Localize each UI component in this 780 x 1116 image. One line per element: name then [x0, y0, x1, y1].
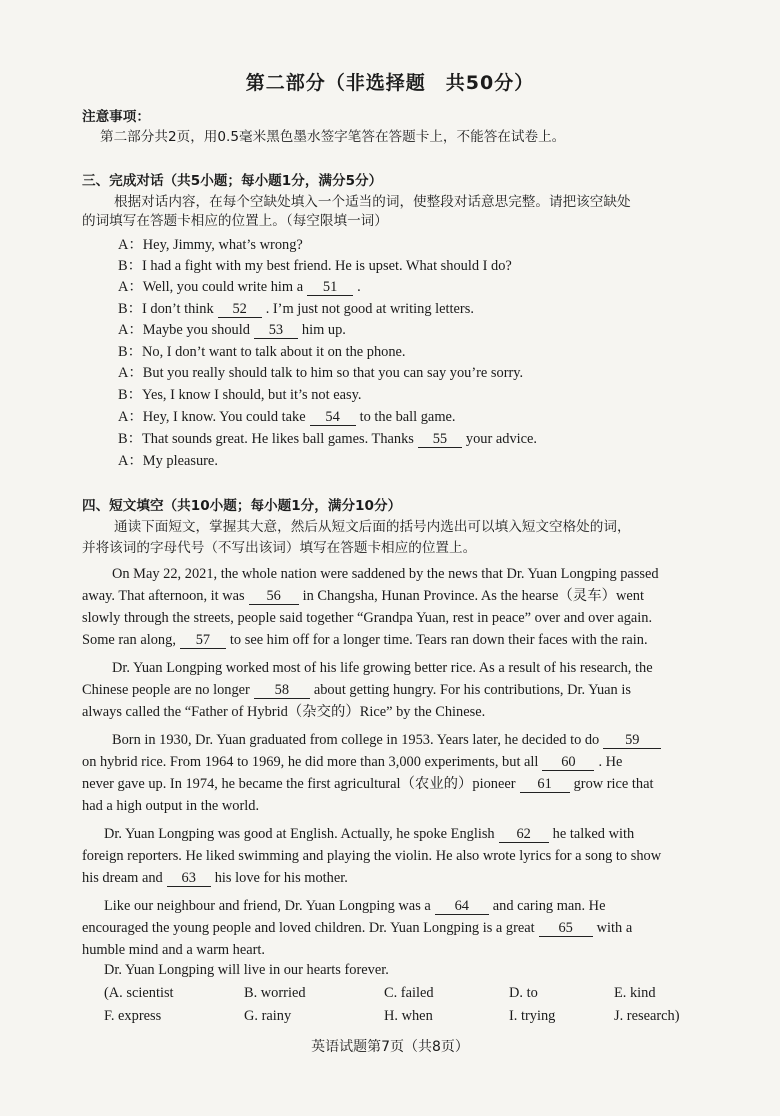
answer-blank-61[interactable]: 61 — [520, 776, 570, 793]
dialogue-line: B：No, I don’t want to talk about it on the phone. — [118, 344, 406, 360]
section3-instruction-2: 的词填写在答题卡相应的位置上。（每空限填一词） — [82, 213, 388, 229]
option-c: C. failed — [384, 985, 434, 1001]
answer-blank-53[interactable]: 53 — [254, 322, 298, 339]
option-b: B. worried — [244, 985, 306, 1001]
passage-line: Dr. Yuan Longping will live in our hearts forever. — [104, 962, 389, 978]
dialogue-line: A：My pleasure. — [118, 453, 218, 469]
section4-heading: 四、短文填空（共10小题；每小题1分，满分10分） — [82, 498, 402, 514]
passage-line: never gave up. In 1974, he became the first agricultural（农业的）pioneer 61 grow rice that — [82, 776, 654, 792]
answer-blank-57[interactable]: 57 — [180, 632, 226, 649]
answer-blank-51[interactable]: 51 — [307, 279, 353, 296]
dialogue-line: A：Hey, Jimmy, what’s wrong? — [118, 237, 303, 253]
answer-blank-55[interactable]: 55 — [418, 431, 462, 448]
passage-line: his dream and 63 his love for his mother. — [82, 870, 348, 886]
dialogue-line: B：Yes, I know I should, but it’s not easy. — [118, 387, 362, 403]
section4-instruction-2: 并将该词的字母代号（不写出该词）填写在答题卡相应的位置上。 — [82, 540, 477, 556]
dialogue-line: A：Hey, I know. You could take 54 to the ball game. — [118, 409, 456, 425]
answer-blank-64[interactable]: 64 — [435, 898, 489, 915]
passage-line: Chinese people are no longer 58 about getting hungry. For his contributions, Dr. Yuan is — [82, 682, 631, 698]
answer-blank-54[interactable]: 54 — [310, 409, 356, 426]
passage-line: on hybrid rice. From 1964 to 1969, he did more than 3,000 experiments, but all 60 . He — [82, 754, 623, 770]
option-h: H. when — [384, 1008, 433, 1024]
dialogue-line: B：I don’t think 52 . I’m just not good at writing letters. — [118, 301, 474, 317]
option-j: J. research) — [614, 1008, 680, 1024]
dialogue-line: B：I had a fight with my best friend. He is upset. What should I do? — [118, 258, 512, 274]
passage-line: On May 22, 2021, the whole nation were saddened by the news that Dr. Yuan Longping passed — [112, 566, 659, 582]
dialogue-line: A：But you really should talk to him so that you can say you’re sorry. — [118, 365, 524, 381]
dialogue-line: A：Maybe you should 53 him up. — [118, 322, 346, 338]
answer-blank-52[interactable]: 52 — [218, 301, 262, 318]
passage-line: encouraged the young people and loved children. Dr. Yuan Longping is a great 65 with a — [82, 920, 633, 936]
passage-line: away. That afternoon, it was 56 in Changsha, Hunan Province. As the hearse（灵车）went — [82, 588, 644, 604]
passage-line: humble mind and a warm heart. — [82, 942, 266, 958]
part-title: 第二部分（非选择题 共50分） — [245, 72, 535, 94]
answer-blank-59[interactable]: 59 — [603, 732, 661, 749]
option-g: G. rainy — [244, 1008, 292, 1024]
passage-line: foreign reporters. He liked swimming and playing the violin. He also wrote lyrics for a song to show — [82, 848, 662, 864]
passage-line: Dr. Yuan Longping was good at English. Actually, he spoke English 62 he talked with — [104, 826, 635, 842]
page-footer: 英语试题第7页（共8页） — [311, 1039, 469, 1055]
option-d: D. to — [509, 985, 538, 1001]
option-a: (A. scientist — [104, 985, 174, 1001]
passage-line: always called the “Father of Hybrid（杂交的）Rice” by the Chinese. — [82, 704, 486, 720]
answer-blank-56[interactable]: 56 — [249, 588, 299, 605]
notice-heading: 注意事项： — [82, 109, 150, 125]
section4-instruction-1: 通读下面短文，掌握其大意，然后从短文后面的括号内选出可以填入短文空格处的词， — [114, 519, 631, 535]
dialogue-line: B：That sounds great. He likes ball games. Thanks 55 your advice. — [118, 431, 538, 447]
passage-line: Like our neighbour and friend, Dr. Yuan Longping was a 64 and caring man. He — [104, 898, 606, 914]
answer-blank-63[interactable]: 63 — [167, 870, 211, 887]
passage-line: Some ran along, 57 to see him off for a longer time. Tears ran down their faces with the rain. — [82, 632, 648, 648]
option-e: E. kind — [614, 985, 656, 1001]
dialogue-line: A：Well, you could write him a 51 . — [118, 279, 361, 295]
answer-blank-62[interactable]: 62 — [499, 826, 549, 843]
answer-blank-60[interactable]: 60 — [542, 754, 594, 771]
option-f: F. express — [104, 1008, 162, 1024]
answer-blank-65[interactable]: 65 — [539, 920, 593, 937]
answer-blank-58[interactable]: 58 — [254, 682, 310, 699]
section3-heading: 三、完成对话（共5小题；每小题1分，满分5分） — [82, 173, 383, 189]
notice-text: 第二部分共2页，用0.5毫米黑色墨水签字笔答在答题卡上，不能答在试卷上。 — [100, 129, 566, 145]
passage-line: had a high output in the world. — [82, 798, 260, 814]
passage-line: Born in 1930, Dr. Yuan graduated from college in 1953. Years later, he decided to do 59 — [112, 731, 772, 750]
option-i: I. trying — [509, 1008, 556, 1024]
passage-line: slowly through the streets, people said together “Grandpa Yuan, rest in peace” over and over again. — [82, 610, 653, 626]
section3-instruction-1: 根据对话内容，在每个空缺处填入一个适当的词，使整段对话意思完整。请把该空缺处 — [114, 194, 631, 210]
passage-line: Dr. Yuan Longping worked most of his life growing better rice. As a result of his research, the — [112, 660, 653, 676]
